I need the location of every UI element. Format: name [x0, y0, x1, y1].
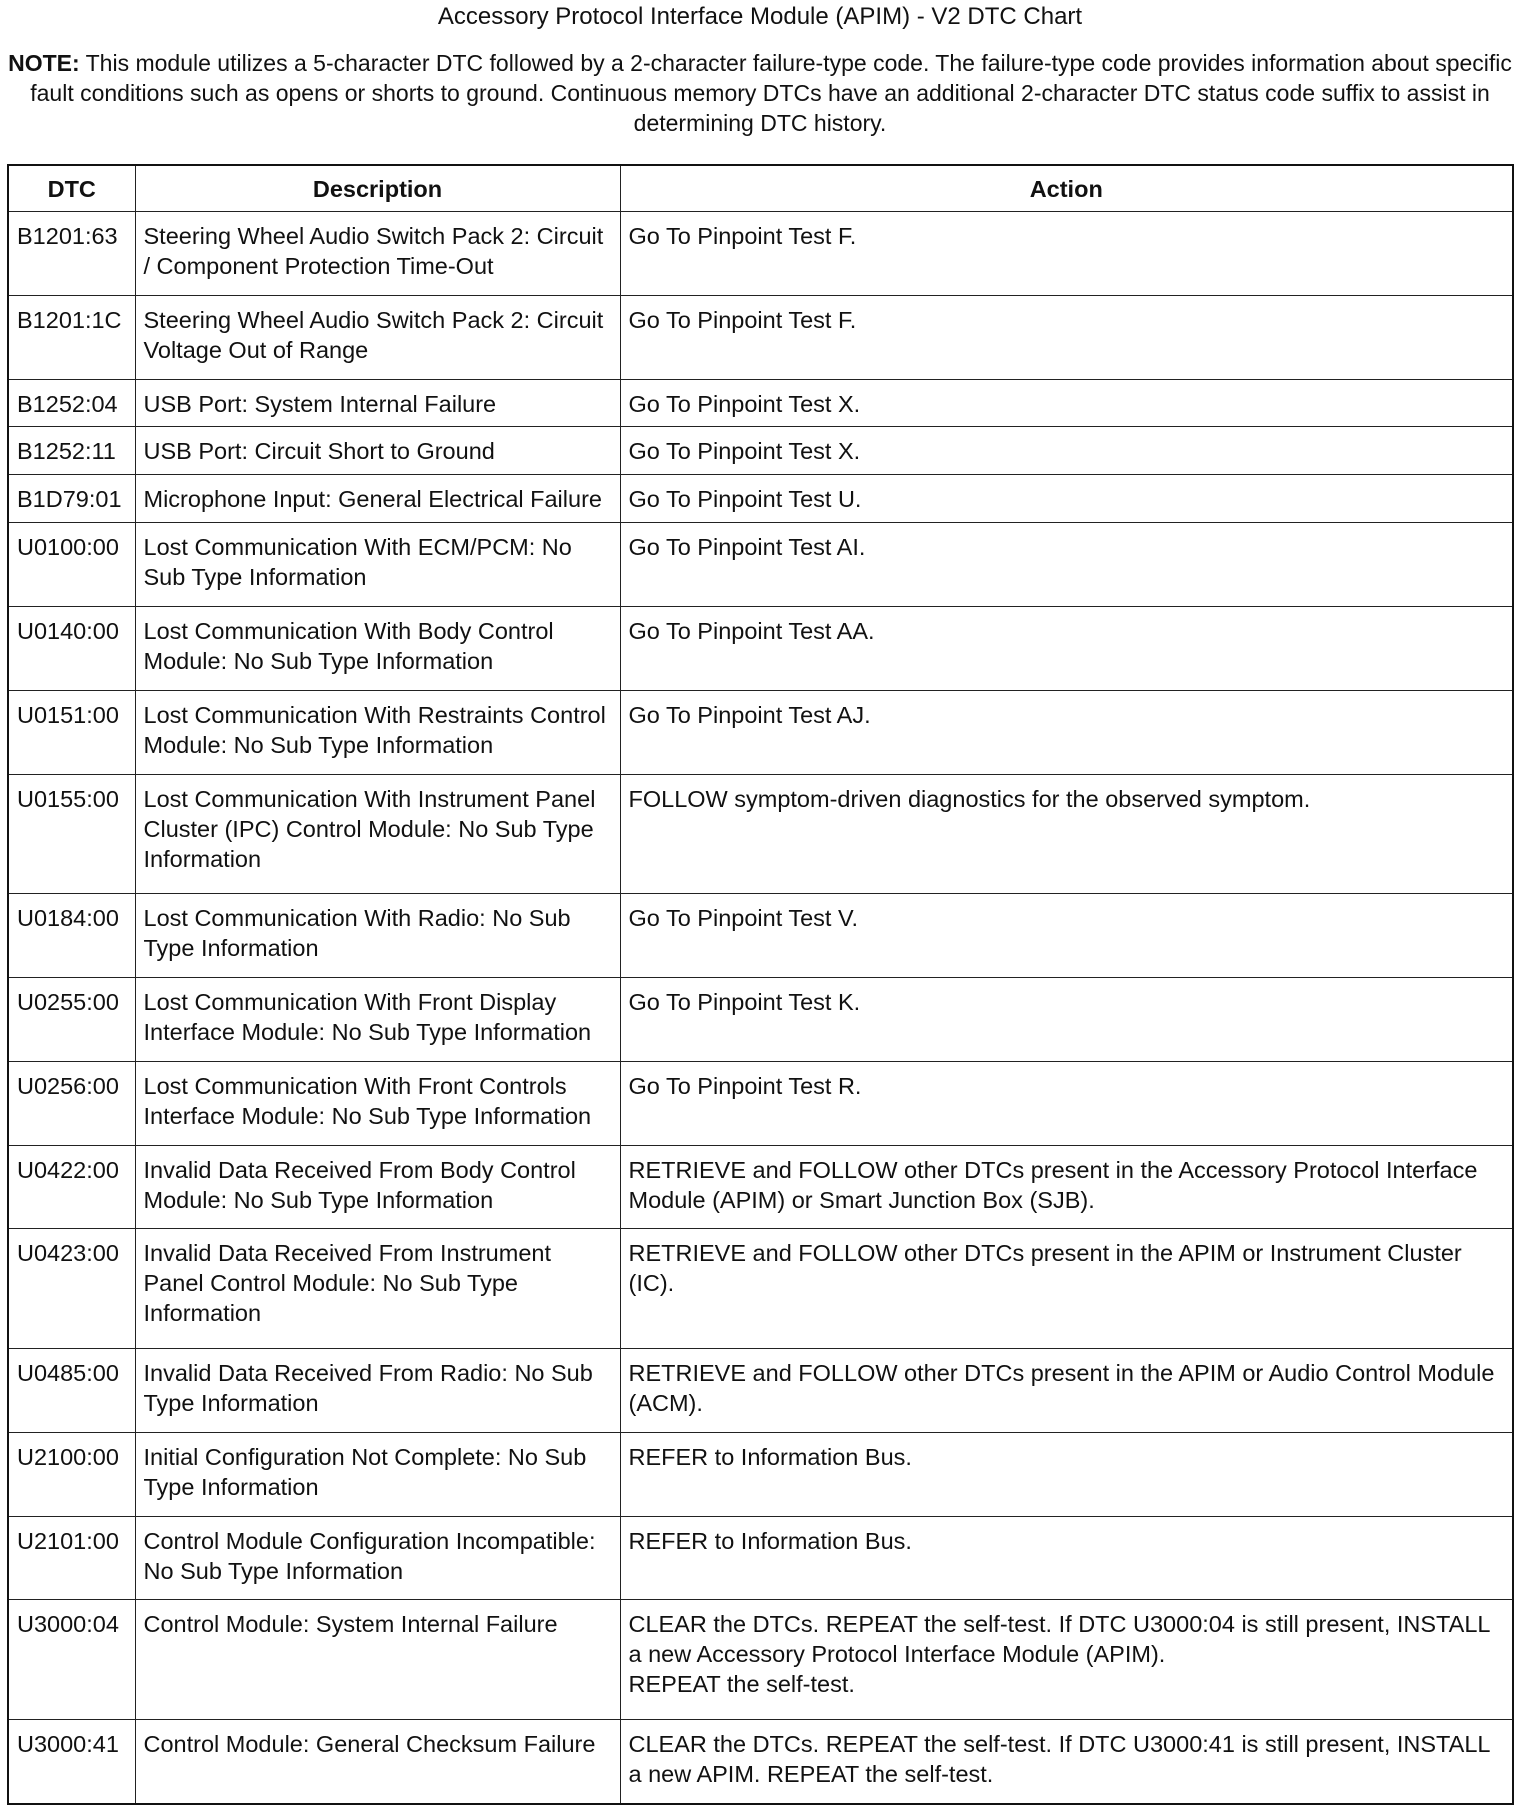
- dtc-code: U0151:00: [8, 690, 135, 774]
- table-row: [8, 379, 1513, 427]
- dtc-action: CLEAR the DTCs. REPEAT the self-test. If DTC U3000:04 is still present, INSTALL a new Accessory Protocol Interface Module (APIM). REPEAT the self-test.: [620, 1600, 1513, 1720]
- dtc-action: Go To Pinpoint Test AJ.: [620, 690, 1513, 774]
- dtc-action: REFER to Information Bus.: [620, 1516, 1513, 1600]
- dtc-code: U2101:00: [8, 1516, 135, 1600]
- dtc-action: RETRIEVE and FOLLOW other DTCs present in the APIM or Audio Control Module (ACM).: [620, 1349, 1513, 1433]
- dtc-code: U0184:00: [8, 894, 135, 978]
- dtc-code: U0422:00: [8, 1145, 135, 1229]
- dtc-action: Go To Pinpoint Test X.: [620, 379, 1513, 427]
- dtc-action: Go To Pinpoint Test AA.: [620, 606, 1513, 690]
- dtc-action: Go To Pinpoint Test AI.: [620, 523, 1513, 607]
- dtc-description: Lost Communication With Body Control Module: No Sub Type Information: [135, 606, 620, 690]
- dtc-action: Go To Pinpoint Test F.: [620, 295, 1513, 379]
- dtc-description: Control Module: General Checksum Failure: [135, 1720, 620, 1804]
- table-row: [8, 1229, 1513, 1349]
- dtc-code: B1201:1C: [8, 295, 135, 379]
- table-row: [8, 1145, 1513, 1229]
- dtc-action: RETRIEVE and FOLLOW other DTCs present in the APIM or Instrument Cluster (IC).: [620, 1229, 1513, 1349]
- dtc-code: U3000:04: [8, 1600, 135, 1720]
- dtc-description: Lost Communication With Restraints Control Module: No Sub Type Information: [135, 690, 620, 774]
- table-row: [8, 1432, 1513, 1516]
- dtc-code: U0140:00: [8, 606, 135, 690]
- dtc-description: USB Port: Circuit Short to Ground: [135, 427, 620, 475]
- note-label: NOTE:: [8, 50, 80, 76]
- dtc-action: Go To Pinpoint Test F.: [620, 212, 1513, 296]
- table-row: [8, 475, 1513, 523]
- table-row: [8, 212, 1513, 296]
- dtc-code: U0256:00: [8, 1061, 135, 1145]
- dtc-action: CLEAR the DTCs. REPEAT the self-test. If DTC U3000:41 is still present, INSTALL a new APIM. REPEAT the self-test.: [620, 1720, 1513, 1804]
- dtc-action: RETRIEVE and FOLLOW other DTCs present in the Accessory Protocol Interface Module (APIM) or Smart Junction Box (SJB).: [620, 1145, 1513, 1229]
- dtc-description: Microphone Input: General Electrical Failure: [135, 475, 620, 523]
- dtc-action: Go To Pinpoint Test X.: [620, 427, 1513, 475]
- dtc-description: Invalid Data Received From Radio: No Sub Type Information: [135, 1349, 620, 1433]
- header-dtc: DTC: [8, 165, 135, 212]
- dtc-code: B1201:63: [8, 212, 135, 296]
- table-row: [8, 427, 1513, 475]
- dtc-description: Lost Communication With Front Controls Interface Module: No Sub Type Information: [135, 1061, 620, 1145]
- header-action: Action: [620, 165, 1513, 212]
- dtc-code: U0423:00: [8, 1229, 135, 1349]
- table-row: [8, 774, 1513, 894]
- dtc-description: Control Module: System Internal Failure: [135, 1600, 620, 1720]
- page-title: Accessory Protocol Interface Module (APIM) - V2 DTC Chart: [437, 3, 1083, 30]
- dtc-action: REFER to Information Bus.: [620, 1432, 1513, 1516]
- dtc-description: Invalid Data Received From Body Control Module: No Sub Type Information: [135, 1145, 620, 1229]
- table-row: [8, 1516, 1513, 1600]
- dtc-code: U0155:00: [8, 774, 135, 894]
- table-row: [8, 1600, 1513, 1720]
- table-row: [8, 606, 1513, 690]
- dtc-description: Lost Communication With Front Display Interface Module: No Sub Type Information: [135, 978, 620, 1062]
- dtc-description: Lost Communication With Instrument Panel Cluster (IPC) Control Module: No Sub Type Information: [135, 774, 620, 894]
- table-row: [8, 1061, 1513, 1145]
- dtc-description: Steering Wheel Audio Switch Pack 2: Circuit Voltage Out of Range: [135, 295, 620, 379]
- dtc-description: Control Module Configuration Incompatible: No Sub Type Information: [135, 1516, 620, 1600]
- note-text: This module utilizes a 5-character DTC followed by a 2-character failure-type code. The failure-type code provides information about specific fault conditions such as opens or shorts to ground. Continuous memory DTCs have an additional 2-character DTC status code suffix to assist in determining DTC history.: [30, 50, 1512, 136]
- table-row: [8, 523, 1513, 607]
- table-row: [8, 1720, 1513, 1804]
- dtc-description: USB Port: System Internal Failure: [135, 379, 620, 427]
- table-row: [8, 295, 1513, 379]
- table-header-row: [8, 165, 1513, 212]
- dtc-action: Go To Pinpoint Test U.: [620, 475, 1513, 523]
- dtc-action: Go To Pinpoint Test K.: [620, 978, 1513, 1062]
- table-row: [8, 1349, 1513, 1433]
- dtc-code: U0100:00: [8, 523, 135, 607]
- dtc-action: Go To Pinpoint Test V.: [620, 894, 1513, 978]
- note-paragraph: [8, 48, 1512, 150]
- dtc-description: Invalid Data Received From Instrument Panel Control Module: No Sub Type Information: [135, 1229, 620, 1349]
- table-row: [8, 894, 1513, 978]
- dtc-description: Initial Configuration Not Complete: No Sub Type Information: [135, 1432, 620, 1516]
- dtc-description: Steering Wheel Audio Switch Pack 2: Circuit / Component Protection Time-Out: [135, 212, 620, 296]
- dtc-code: U0485:00: [8, 1349, 135, 1433]
- table-row: [8, 690, 1513, 774]
- dtc-action: Go To Pinpoint Test R.: [620, 1061, 1513, 1145]
- dtc-description: Lost Communication With ECM/PCM: No Sub Type Information: [135, 523, 620, 607]
- dtc-code: B1D79:01: [8, 475, 135, 523]
- dtc-description: Lost Communication With Radio: No Sub Type Information: [135, 894, 620, 978]
- dtc-code: U2100:00: [8, 1432, 135, 1516]
- dtc-action: FOLLOW symptom-driven diagnostics for the observed symptom.: [620, 774, 1513, 894]
- dtc-code: B1252:04: [8, 379, 135, 427]
- dtc-chart-table: [7, 164, 1514, 1805]
- dtc-code: U3000:41: [8, 1720, 135, 1804]
- table-row: [8, 978, 1513, 1062]
- header-description: Description: [135, 165, 620, 212]
- dtc-code: B1252:11: [8, 427, 135, 475]
- dtc-code: U0255:00: [8, 978, 135, 1062]
